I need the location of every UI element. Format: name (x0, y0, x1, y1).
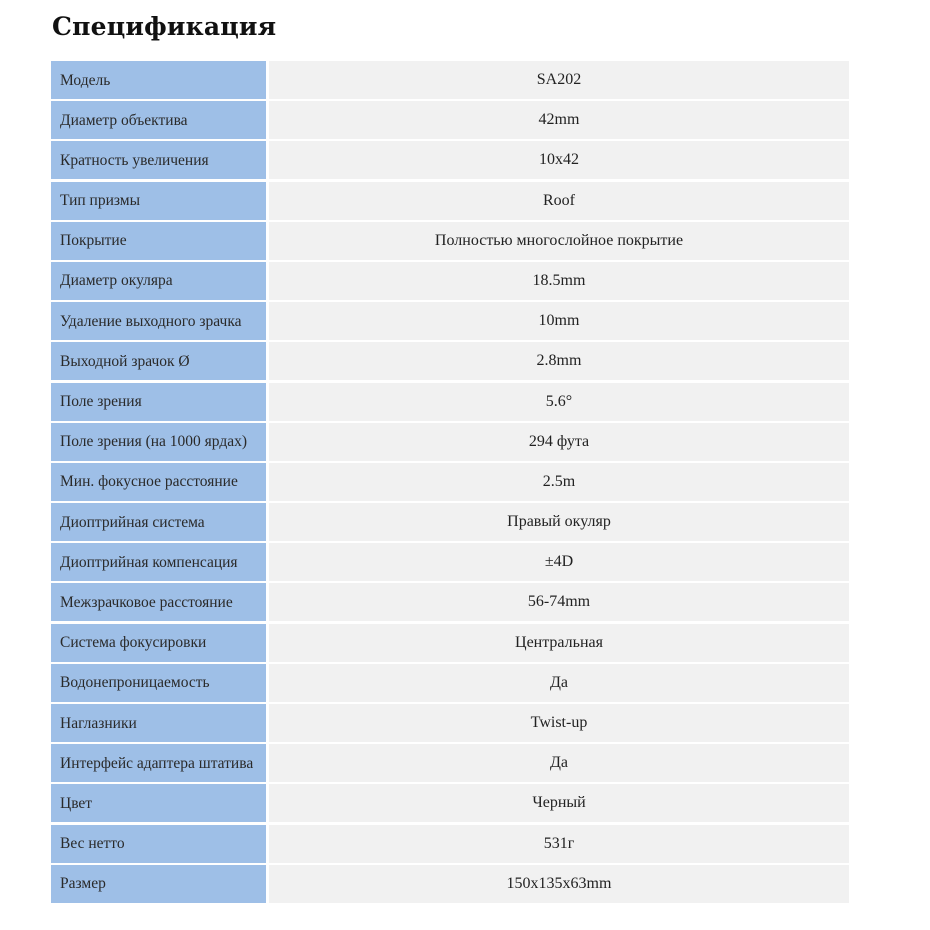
spec-value: ±4D (269, 543, 849, 581)
spec-value: Twist-up (269, 704, 849, 742)
page-title: Спецификация (52, 12, 277, 41)
spec-value: Да (269, 664, 849, 702)
spec-value: 42mm (269, 101, 849, 139)
spec-row-size (51, 865, 849, 903)
spec-value: 56-74mm (269, 583, 849, 621)
spec-row-net-weight (51, 825, 849, 863)
spec-value: 531г (269, 825, 849, 863)
spec-value: 10x42 (269, 141, 849, 179)
spec-row-eyecups (51, 704, 849, 742)
spec-label: Диоптрийная система (51, 503, 269, 541)
spec-row-prism-type (51, 182, 849, 220)
spec-label: Поле зрения (51, 383, 269, 421)
spec-label: Межзрачковое расстояние (51, 583, 269, 621)
spec-label: Модель (51, 61, 269, 99)
spec-row-objective-diameter (51, 101, 849, 139)
spec-value: Roof (269, 182, 849, 220)
spec-table (51, 61, 849, 905)
spec-label: Мин. фокусное расстояние (51, 463, 269, 501)
spec-value: 294 фута (269, 423, 849, 461)
spec-label: Удаление выходного зрачка (51, 302, 269, 340)
spec-value: 2.5m (269, 463, 849, 501)
spec-label: Размер (51, 865, 269, 903)
spec-row-color (51, 784, 849, 822)
spec-label: Цвет (51, 784, 269, 822)
spec-row-exit-pupil (51, 342, 849, 380)
spec-label: Водонепроницаемость (51, 664, 269, 702)
spec-label: Интерфейс адаптера штатива (51, 744, 269, 782)
spec-row-waterproof (51, 664, 849, 702)
spec-value: 150x135x63mm (269, 865, 849, 903)
spec-label: Диаметр объектива (51, 101, 269, 139)
spec-value: Правый окуляр (269, 503, 849, 541)
spec-row-diopter-system (51, 503, 849, 541)
spec-row-min-focus-distance (51, 463, 849, 501)
spec-value: Да (269, 744, 849, 782)
spec-label: Покрытие (51, 222, 269, 260)
spec-label: Выходной зрачок Ø (51, 342, 269, 380)
spec-label: Наглазники (51, 704, 269, 742)
spec-label: Вес нетто (51, 825, 269, 863)
spec-row-field-of-view (51, 383, 849, 421)
spec-label: Диаметр окуляра (51, 262, 269, 300)
spec-value: 10mm (269, 302, 849, 340)
spec-row-tripod-adapter (51, 744, 849, 782)
spec-label: Кратность увеличения (51, 141, 269, 179)
spec-value: 5.6° (269, 383, 849, 421)
spec-label: Система фокусировки (51, 624, 269, 662)
spec-row-eye-relief (51, 302, 849, 340)
spec-value: 18.5mm (269, 262, 849, 300)
spec-row-coating (51, 222, 849, 260)
spec-row-focus-system (51, 624, 849, 662)
spec-value: Черный (269, 784, 849, 822)
spec-row-model (51, 61, 849, 99)
spec-row-field-of-view-1000yd (51, 423, 849, 461)
spec-row-eyepiece-diameter (51, 262, 849, 300)
spec-label: Поле зрения (на 1000 ярдах) (51, 423, 269, 461)
spec-row-interpupillary-distance (51, 583, 849, 621)
spec-label: Тип призмы (51, 182, 269, 220)
spec-value: Полностью многослойное покрытие (269, 222, 849, 260)
spec-value: Центральная (269, 624, 849, 662)
spec-label: Диоптрийная компенсация (51, 543, 269, 581)
spec-value: 2.8mm (269, 342, 849, 380)
spec-row-magnification (51, 141, 849, 179)
spec-value: SA202 (269, 61, 849, 99)
spec-row-diopter-compensation (51, 543, 849, 581)
